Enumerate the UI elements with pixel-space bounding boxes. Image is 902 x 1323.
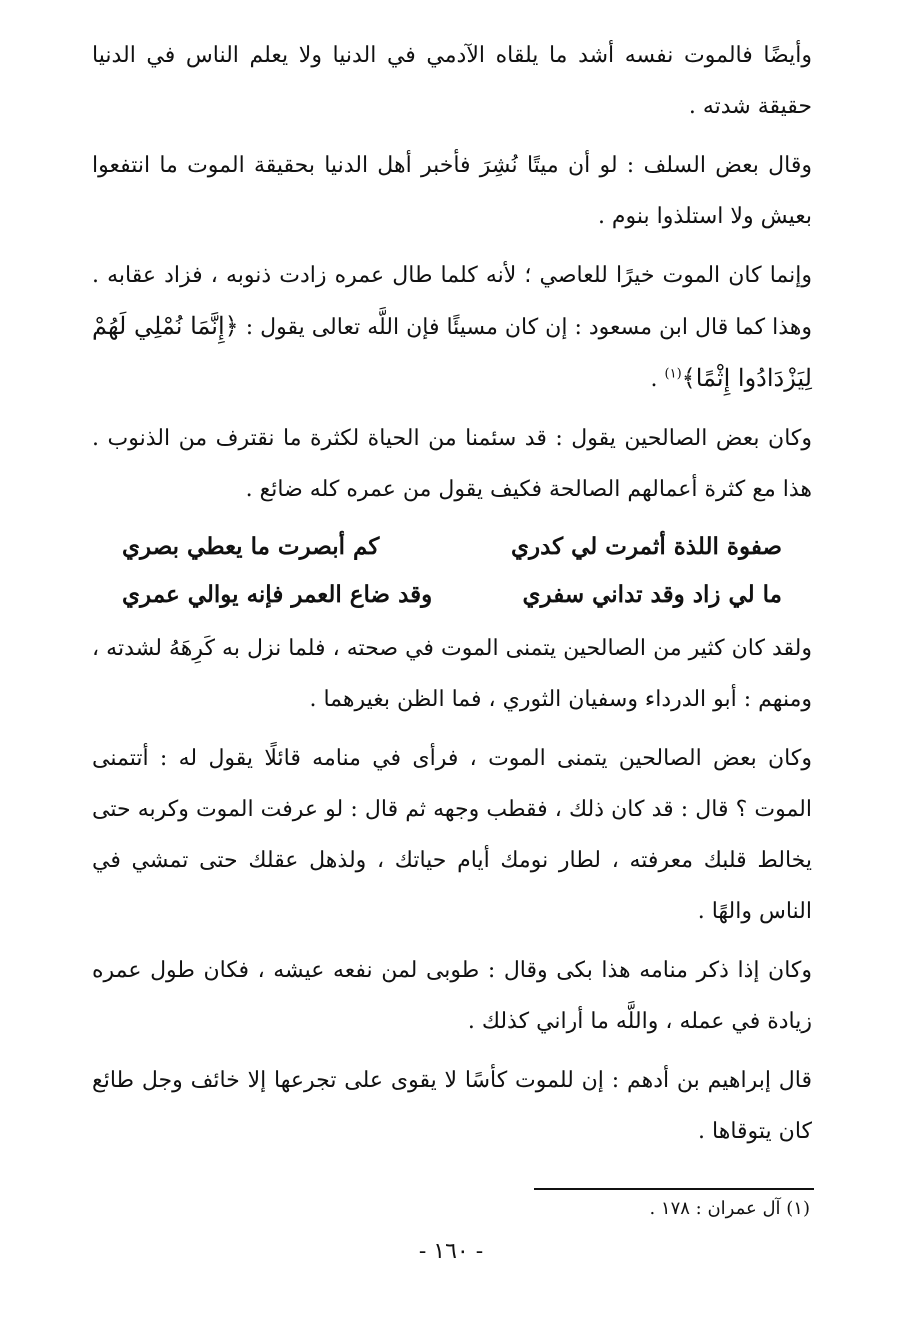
paragraph: وكان بعض الصالحين يتمنى الموت ، فرأى في منامه قائلًا يقول له : أتتمنى الموت ؟ قال : قد كان ذلك ، فقطب وجهه ثم قال : لو عرفت الموت وكربه حتى يخالط قلبك معرفته ، لطار نومك أيام حياتك ، ولذهل عقلك حتى تمشي في الناس والهًا . <box>92 746 812 924</box>
quran-verse: ﴿إِنَّمَا نُمْلِي لَهُمْ لِيَزْدَادُوا إِثْمًا﴾ <box>92 312 812 392</box>
verse-end: . <box>650 367 665 392</box>
paragraph: وقال بعض السلف : لو أن ميتًا نُشِرَ فأخبر أهل الدنيا بحقيقة الموت ما انتفعوا بعيش ولا استلذوا بنوم . <box>92 153 812 229</box>
verse-first-hemistich: صفوة اللذة أثمرت لي كدري <box>510 533 782 560</box>
paragraph: وأيضًا فالموت نفسه أشد ما يلقاه الآدمي في الدنيا ولا يعلم الناس في الدنيا حقيقة شدته . <box>92 43 812 119</box>
verse-second-hemistich: كم أبصرت ما يعطي بصري <box>122 533 380 560</box>
paragraph-text: وإنما كان الموت خيرًا للعاصي ؛ لأنه كلما طال عمره زادت ذنوبه ، فزاد عقابه . وهذا كما قال ابن مسعود : إن كان مسيئًا فإن اللَّه تعالى يقول : <box>92 263 812 340</box>
footnote-marker: (١) <box>664 366 682 382</box>
poem <box>92 523 812 619</box>
footnote: (١) آل عمران : ١٧٨ . <box>649 1198 810 1219</box>
page-body <box>92 30 812 1165</box>
verse-first-hemistich: ما لي زاد وقد تداني سفري <box>522 581 782 608</box>
paragraph: قال إبراهيم بن أدهم : إن للموت كأسًا لا يقوى على تجرعها إلا خائف وجل طائع كان يتوقاها . <box>92 1068 812 1144</box>
paragraph: وكان إذا ذكر منامه هذا بكى وقال : طوبى لمن نفعه عيشه ، فكان طول عمره زيادة في عمله ، واللَّه ما أراني كذلك . <box>92 958 812 1034</box>
poem-verse <box>122 523 782 571</box>
footnote-divider <box>534 1188 814 1190</box>
page-number: - ١٦٠ - <box>418 1239 484 1264</box>
paragraph <box>92 250 812 405</box>
verse-second-hemistich: وقد ضاع العمر فإنه يوالي عمري <box>122 581 433 608</box>
paragraph: ولقد كان كثير من الصالحين يتمنى الموت في صحته ، فلما نزل به كَرِهَهُ لشدته ، ومنهم : أبو الدرداء وسفيان الثوري ، فما الظن بغيرهما . <box>92 636 812 712</box>
poem-verse <box>122 571 782 619</box>
paragraph: وكان بعض الصالحين يقول : قد سئمنا من الحياة لكثرة ما نقترف من الذنوب . هذا مع كثرة أعمالهم الصالحة فكيف يقول من عمره كله ضائع . <box>92 426 812 502</box>
